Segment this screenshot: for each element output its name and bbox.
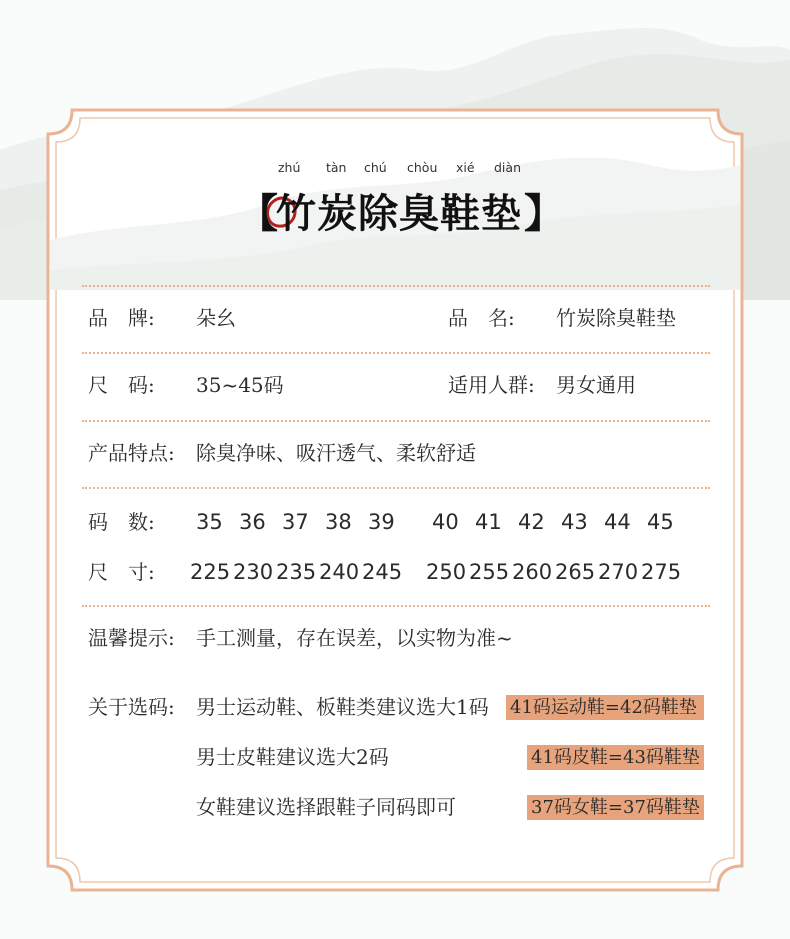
size-code: 37: [282, 510, 309, 534]
title-bracket-left: 【: [238, 190, 278, 237]
divider: [82, 605, 710, 607]
divider: [82, 285, 710, 287]
brand-value: 朵幺: [196, 306, 236, 330]
size-length: 260: [512, 560, 553, 584]
feature-label: 产品特点:: [88, 441, 175, 465]
size-code: 44: [604, 510, 631, 534]
feature-value: 除臭净味、吸汗透气、柔软舒适: [196, 441, 476, 465]
size-code: 43: [561, 510, 588, 534]
divider: [82, 420, 710, 422]
size-length: 230: [233, 560, 274, 584]
pinyin-3: chú: [364, 160, 387, 175]
size-length: 235: [276, 560, 317, 584]
size-code: 41: [475, 510, 502, 534]
title-text: 竹炭除臭鞋垫: [276, 190, 522, 237]
size-label: 尺 码:: [88, 373, 155, 397]
advice-text-3: 女鞋建议选择跟鞋子同码即可: [196, 795, 456, 819]
size-length: 225: [190, 560, 231, 584]
size-code: 35: [196, 510, 223, 534]
size-code: 39: [368, 510, 395, 534]
size-code: 36: [239, 510, 266, 534]
advice-label: 关于选码:: [88, 695, 175, 719]
size-code: 45: [647, 510, 674, 534]
page-title: [0, 188, 790, 248]
divider: [82, 352, 710, 354]
size-length: 275: [641, 560, 682, 584]
divider: [82, 487, 710, 489]
advice-tag-3: 37码女鞋=37码鞋垫: [527, 795, 704, 820]
name-value: 竹炭除臭鞋垫: [556, 306, 676, 330]
name-label: 品 名:: [448, 306, 515, 330]
size-length: 245: [362, 560, 403, 584]
code-label: 码 数:: [88, 510, 155, 534]
notice-label: 温馨提示:: [88, 626, 175, 650]
length-label: 尺 寸:: [88, 560, 155, 584]
pinyin-1: zhú: [278, 160, 301, 175]
size-code: 38: [325, 510, 352, 534]
pinyin-2: tàn: [326, 160, 347, 175]
advice-tag-1: 41码运动鞋=42码鞋垫: [506, 695, 704, 720]
crowd-value: 男女通用: [556, 373, 636, 397]
size-code: 40: [432, 510, 459, 534]
size-code: 42: [518, 510, 545, 534]
title-bracket-right: 】: [524, 190, 564, 237]
size-length: 240: [319, 560, 360, 584]
pinyin-4: chòu: [407, 160, 438, 175]
pinyin-6: diàn: [494, 160, 521, 175]
size-length: 250: [426, 560, 467, 584]
brand-label: 品 牌:: [88, 306, 155, 330]
advice-text-1: 男士运动鞋、板鞋类建议选大1码: [196, 695, 489, 719]
advice-text-2: 男士皮鞋建议选大2码: [196, 745, 389, 769]
title-pinyin: [0, 160, 790, 178]
size-length: 265: [555, 560, 596, 584]
size-value: 35~45码: [196, 373, 284, 397]
advice-tag-2: 41码皮鞋=43码鞋垫: [527, 745, 704, 770]
size-length: 255: [469, 560, 510, 584]
size-length: 270: [598, 560, 639, 584]
notice-text: 手工测量，存在误差，以实物为准~: [196, 626, 513, 650]
pinyin-5: xié: [456, 160, 475, 175]
crowd-label: 适用人群:: [448, 373, 535, 397]
